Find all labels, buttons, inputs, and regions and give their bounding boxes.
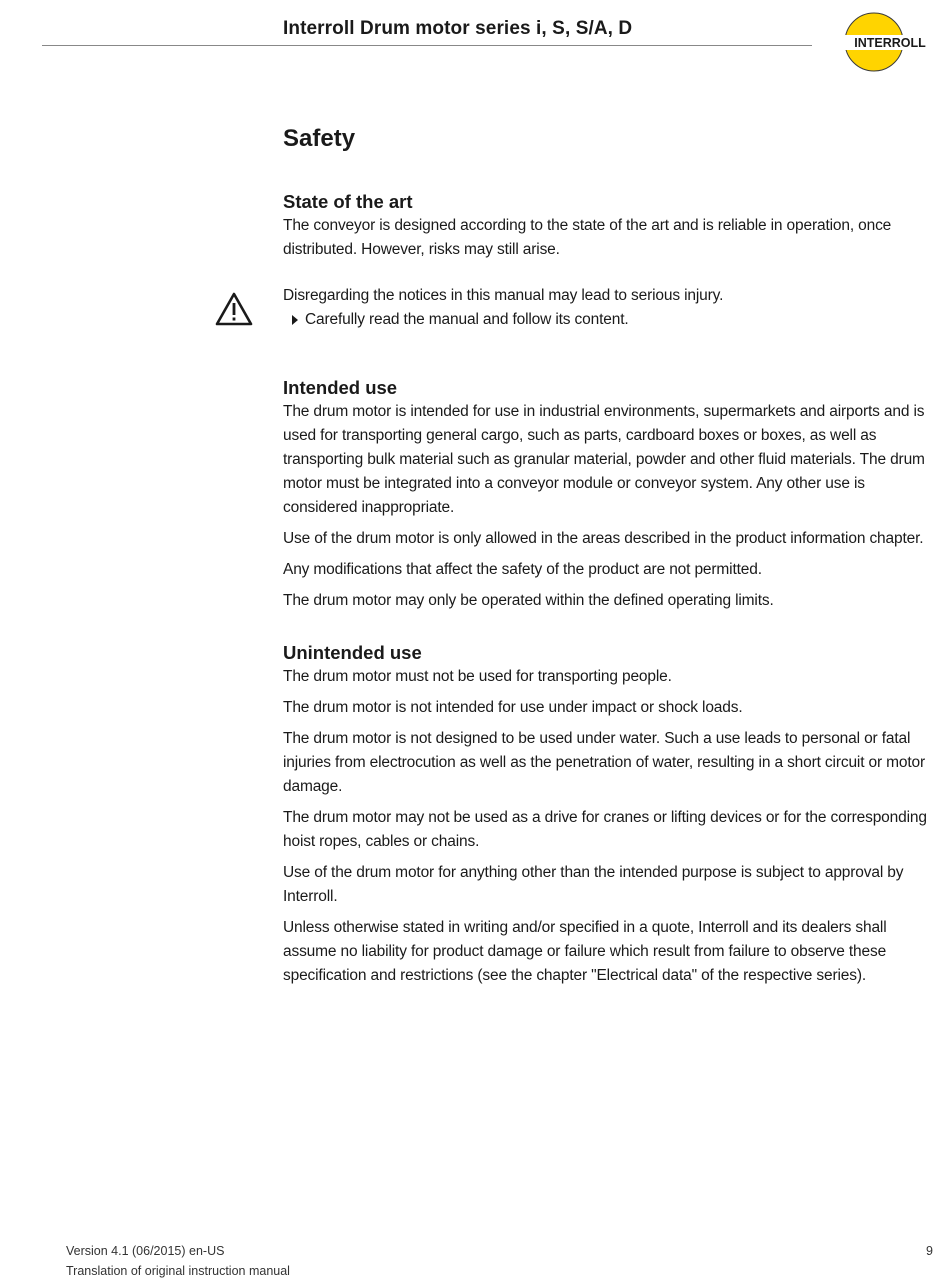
footer-translation-note: Translation of original instruction manual xyxy=(66,1264,290,1278)
section-intended-use xyxy=(283,376,935,613)
paragraph: The drum motor must not be used for transporting people. xyxy=(283,668,672,685)
paragraph: Any modifications that affect the safety of the product are not permitted. xyxy=(283,561,762,578)
section-state-of-the-art xyxy=(283,190,935,262)
document-header-title: Interroll Drum motor series i, S, S/A, D xyxy=(283,18,633,39)
header-divider xyxy=(42,45,812,46)
paragraph: Use of the drum motor for anything other than the intended purpose is subject to approval by Interroll. xyxy=(283,864,904,905)
instruction-item xyxy=(283,308,935,332)
warning-text: Disregarding the notices in this manual may lead to serious injury. xyxy=(283,287,724,304)
section-heading: State of the art xyxy=(283,191,413,212)
paragraph: The drum motor may not be used as a drive for cranes or lifting devices or for the corresponding hoist ropes, cables or chains. xyxy=(283,809,927,850)
main-content xyxy=(283,124,935,995)
paragraph: The drum motor is not intended for use under impact or shock loads. xyxy=(283,699,743,716)
footer-info xyxy=(66,1241,290,1281)
section-unintended-use xyxy=(283,641,935,988)
triangle-bullet-icon xyxy=(292,315,298,325)
section-heading: Unintended use xyxy=(283,642,422,663)
warning-triangle-icon xyxy=(215,292,253,326)
instruction-text: Carefully read the manual and follow its content. xyxy=(305,311,629,328)
paragraph: The drum motor may only be operated within the defined operating limits. xyxy=(283,592,774,609)
paragraph: The drum motor is intended for use in industrial environments, supermarkets and airports and is used for transporting general cargo, such as parts, cardboard boxes or boxes, as well as transporting bulk material such as granular material, powder and other fluid materials. The drum motor must be integrated into a conveyor module or conveyor system. Any other use is considered inappropriate. xyxy=(283,403,925,516)
section-heading: Intended use xyxy=(283,377,398,398)
interroll-logo xyxy=(843,11,937,75)
paragraph: The drum motor is not designed to be used under water. Such a use leads to personal or fatal injuries from electrocution as well as the penetration of water, resulting in a short circuit or motor damage. xyxy=(283,730,926,795)
paragraph: Unless otherwise stated in writing and/or specified in a quote, Interroll and its dealers shall assume no liability for product damage or failure which result from failure to observe these specification and restrictions (see the chapter "Electrical data" of the respective series). xyxy=(283,919,887,984)
logo-wordmark: INTERROLL xyxy=(854,36,926,50)
page-title: Safety xyxy=(283,125,356,152)
paragraph: Use of the drum motor is only allowed in the areas described in the product information chapter. xyxy=(283,530,924,547)
paragraph: The conveyor is designed according to the state of the art and is reliable in operation, once distributed. However, risks may still arise. xyxy=(283,217,892,258)
warning-notice xyxy=(283,284,935,332)
page-number: 9 xyxy=(926,1244,933,1258)
footer-version: Version 4.1 (06/2015) en-US xyxy=(66,1244,225,1258)
